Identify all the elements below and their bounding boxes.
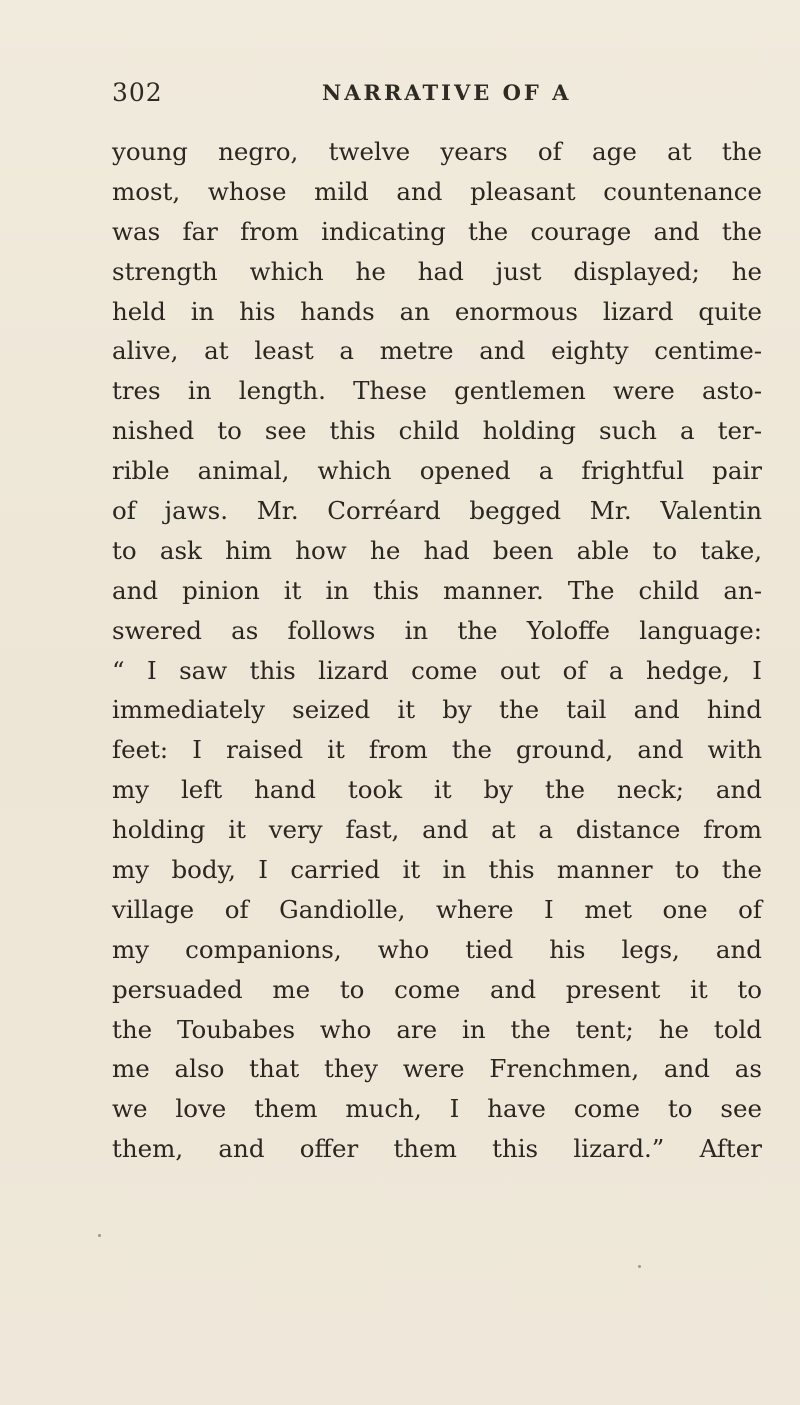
text-line: most, whose mild and pleasant countenance: [112, 176, 762, 206]
text-line: nished to see this child holding such a ter-: [112, 416, 762, 446]
running-head: [112, 78, 752, 112]
page-number: 302: [112, 78, 163, 107]
text-line: my body, I carried it in this manner to the: [112, 855, 762, 885]
text-line: was far from indicating the courage and the: [112, 216, 762, 246]
text-line: strength which he had just displayed; he: [112, 256, 762, 286]
text-line: me also that they were Frenchmen, and as: [112, 1054, 762, 1084]
text-line: the Toubabes who are in the tent; he told: [112, 1014, 762, 1044]
running-title: NARRATIVE OF A: [322, 80, 572, 105]
text-line: feet: I raised it from the ground, and with: [112, 735, 762, 765]
text-line: alive, at least a metre and eighty centime-: [112, 336, 762, 366]
text-line: “ I saw this lizard come out of a hedge, I: [112, 655, 762, 685]
text-line: village of Gandiolle, where I met one of: [112, 894, 762, 924]
paper-speck: [98, 1234, 101, 1237]
text-line: tres in length. These gentlemen were asto-: [112, 376, 762, 406]
text-line: holding it very fast, and at a distance from: [112, 815, 762, 845]
text-line: my left hand took it by the neck; and: [112, 775, 762, 805]
text-line: them, and offer them this lizard.” After: [112, 1134, 762, 1164]
text-line: of jaws. Mr. Corréard begged Mr. Valentin: [112, 496, 762, 526]
text-line: my companions, who tied his legs, and: [112, 934, 762, 964]
text-line: swered as follows in the Yoloffe language:: [112, 615, 762, 645]
text-line: held in his hands an enormous lizard quite: [112, 296, 762, 326]
text-line: we love them much, I have come to see: [112, 1094, 762, 1124]
text-line: to ask him how he had been able to take,: [112, 535, 762, 565]
paper-speck: [638, 1265, 641, 1268]
text-line: immediately seized it by the tail and hind: [112, 695, 762, 725]
body-text: [112, 132, 762, 1169]
text-line: young negro, twelve years of age at the: [112, 137, 762, 166]
text-line: rible animal, which opened a frightful pair: [112, 456, 762, 486]
text-line: persuaded me to come and present it to: [112, 974, 762, 1004]
text-line: and pinion it in this manner. The child an-: [112, 575, 762, 605]
